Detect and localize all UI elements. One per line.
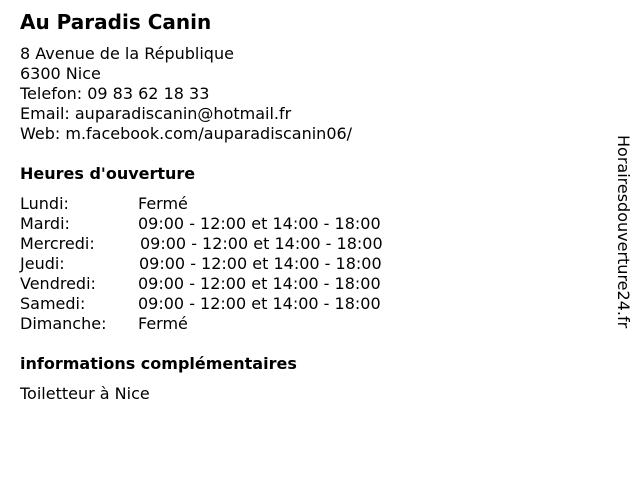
contact-block	[20, 44, 352, 144]
additional-info-heading: informations complémentaires	[20, 354, 297, 373]
hours-day: Jeudi:	[20, 254, 65, 273]
phone-line: Telefon: 09 83 62 18 33	[20, 84, 210, 103]
hours-day: Mercredi:	[20, 234, 95, 253]
street-address: 8 Avenue de la République	[20, 44, 234, 63]
hours-day: Dimanche:	[20, 314, 107, 333]
opening-hours-heading: Heures d'ouverture	[20, 164, 196, 183]
hours-day: Lundi:	[20, 194, 69, 213]
business-name: Au Paradis Canin	[20, 10, 212, 34]
city-address: 6300 Nice	[20, 64, 101, 83]
hours-time: 09:00 - 12:00 et 14:00 - 18:00	[138, 294, 381, 313]
hours-time: Fermé	[138, 314, 188, 333]
site-watermark: Horairesdouverture24.fr	[614, 135, 633, 329]
hours-day: Samedi:	[20, 294, 86, 313]
hours-day: Vendredi:	[20, 274, 96, 293]
hours-time: 09:00 - 12:00 et 14:00 - 18:00	[138, 274, 381, 293]
email-line: Email: auparadiscanin@hotmail.fr	[20, 104, 292, 123]
hours-time: 09:00 - 12:00 et 14:00 - 18:00	[139, 254, 382, 273]
hours-day: Mardi:	[20, 214, 70, 233]
hours-time: 09:00 - 12:00 et 14:00 - 18:00	[140, 234, 383, 253]
additional-info-text: Toiletteur à Nice	[20, 384, 150, 403]
hours-time: Fermé	[138, 194, 188, 213]
website-line: Web: m.facebook.com/auparadiscanin06/	[20, 124, 353, 143]
hours-time: 09:00 - 12:00 et 14:00 - 18:00	[138, 214, 381, 233]
